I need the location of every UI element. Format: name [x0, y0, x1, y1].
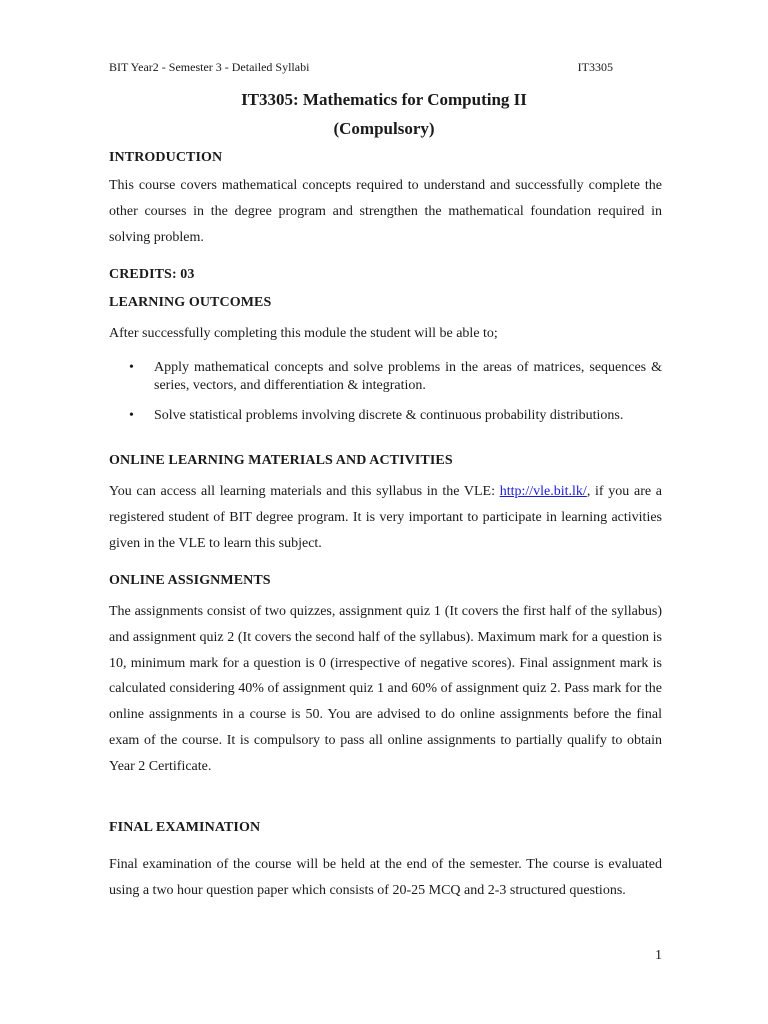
online-materials-text	[109, 479, 662, 556]
learning-outcomes-heading: LEARNING OUTCOMES	[109, 295, 272, 310]
page-number: 1	[655, 948, 662, 963]
online-assignments-heading: ONLINE ASSIGNMENTS	[109, 573, 271, 588]
learning-outcomes-intro: After successfully completing this module the student will be able to;	[109, 326, 498, 341]
header-left-text: BIT Year2 - Semester 3 - Detailed Syllabi	[109, 60, 310, 74]
running-header	[109, 60, 613, 75]
final-examination-heading: FINAL EXAMINATION	[109, 820, 261, 835]
bullet-icon: •	[129, 360, 134, 375]
final-examination-text: Final examination of the course will be held at the end of the semester. The course is evaluated using a two hour question paper which consists of 20-25 MCQ and 2-3 structured questions.	[109, 857, 662, 898]
learning-outcome-text: Solve statistical problems involving discrete & continuous probability distributions.	[154, 408, 624, 423]
online-materials-text-before-link: You can access all learning materials and this syllabus in the VLE:	[109, 484, 500, 499]
introduction-heading: INTRODUCTION	[109, 150, 223, 165]
online-materials-heading: ONLINE LEARNING MATERIALS AND ACTIVITIES	[109, 453, 453, 468]
learning-outcome-text: Apply mathematical concepts and solve problems in the areas of matrices, sequences & series, vectors, and differentiation & integration.	[154, 360, 662, 393]
learning-outcome-item	[109, 359, 662, 394]
learning-outcome-item	[109, 407, 662, 425]
online-assignments-text: The assignments consist of two quizzes, assignment quiz 1 (It covers the first half of the syllabus) and assignment quiz 2 (It covers the second half of the syllabus). Maximum mark for a question is 10, minimum mark for a question is 0 (irrespective of negative scores). Final assignment mark is calculated considering 40% of assignment quiz 1 and 60% of assignment quiz 2. Pass mark for the online assignments in a course is 50. You are advised to do online assignments before the final exam of the course. It is compulsory to pass all online assignments to partially qualify to obtain Year 2 Certificate.	[109, 604, 662, 774]
online-materials-text-after-link: , if you are a registered student of BIT degree program. It is very important to participate in learning activities given in the VLE to learn this subject.	[109, 484, 662, 551]
course-subtitle: (Compulsory)	[333, 119, 435, 138]
bullet-icon: •	[129, 408, 134, 423]
introduction-text: This course covers mathematical concepts required to understand and successfully complete the other courses in the degree program and strengthen the mathematical foundation required in solving problem.	[109, 178, 662, 245]
credits-heading: CREDITS: 03	[109, 267, 195, 282]
vle-link[interactable]: http://vle.bit.lk/	[499, 484, 587, 499]
header-course-code: IT3305	[577, 60, 613, 74]
course-title: IT3305: Mathematics for Computing II	[241, 90, 527, 109]
